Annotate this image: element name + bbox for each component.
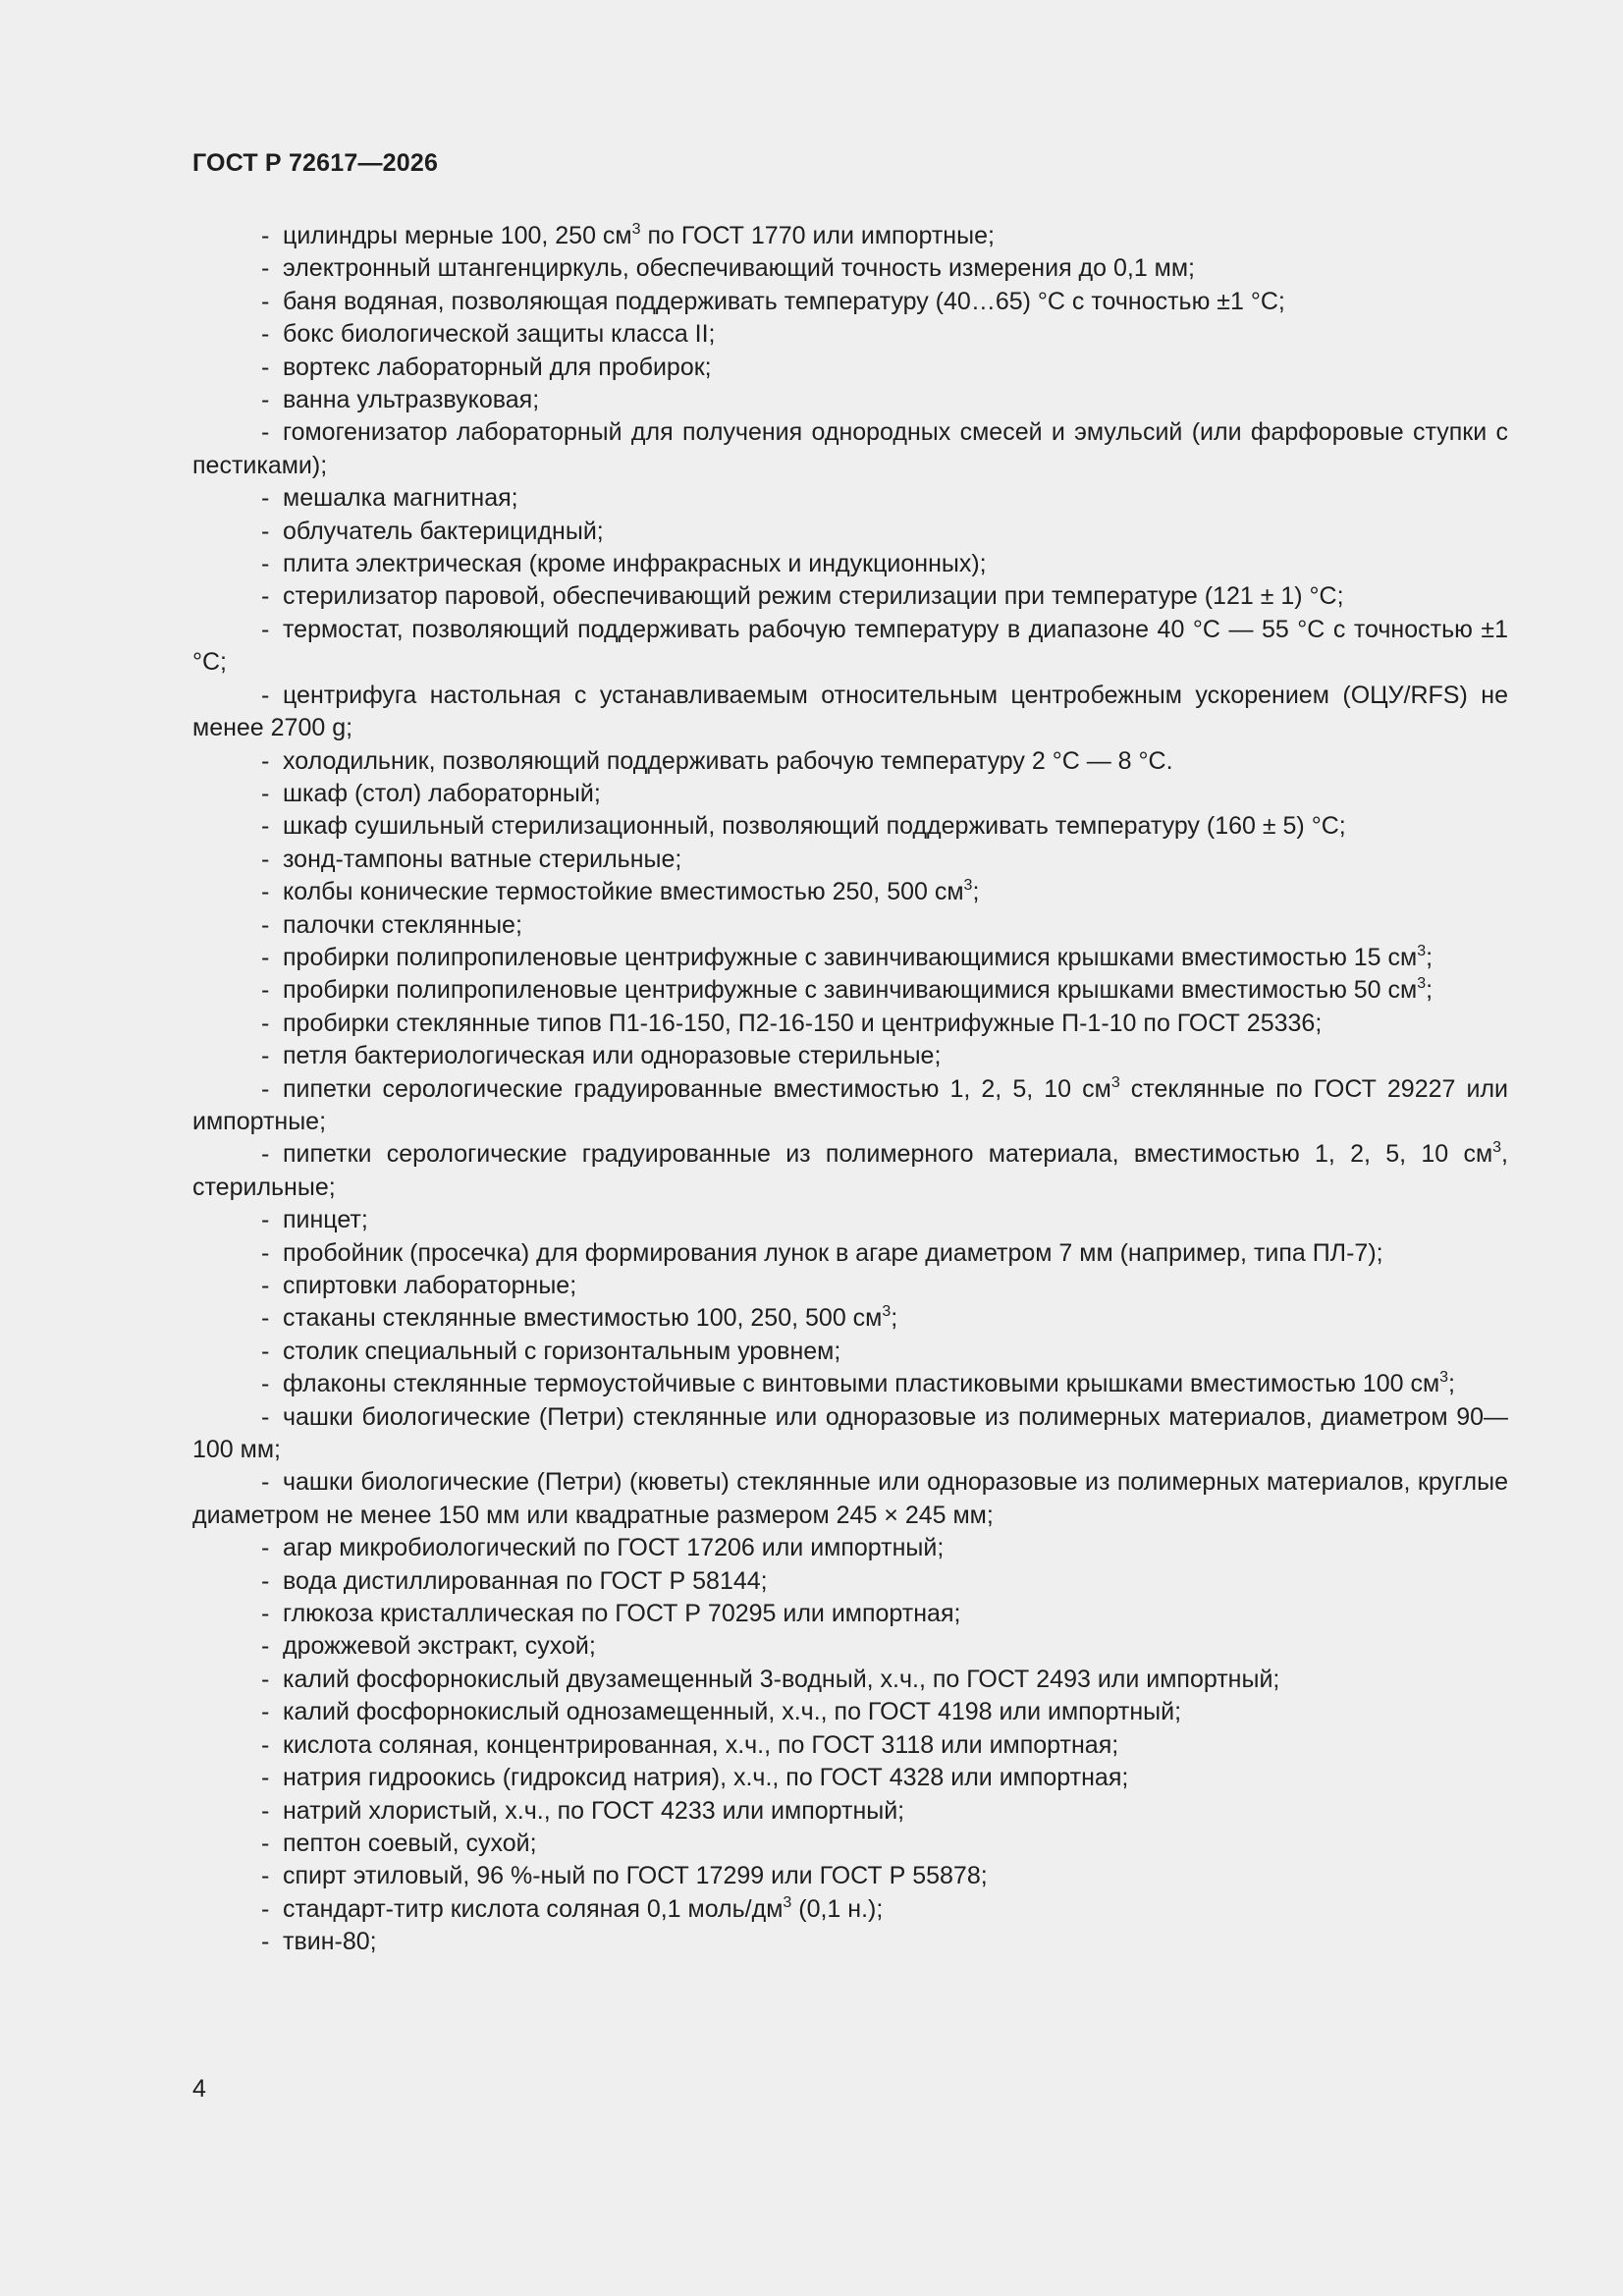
list-item-text: пробирки полипропиленовые центрифужные с завинчивающимися крышками вместимостью 15 см [283,943,1418,971]
list-item [192,220,1508,252]
list-item [192,974,1508,1007]
list-item-text: вода дистиллированная по ГОСТ Р 58144; [283,1566,768,1595]
list-item-text: чашки биологические (Петри) (кюветы) стеклянные или одноразовые из полимерных материалов, круглые диаметром не менее 150 мм или квадратные размером 245 × 245 мм; [192,1468,1508,1529]
list-item [192,844,1508,876]
list-item [192,1401,1508,1467]
list-item-text-after: ; [1426,976,1434,1005]
list-item-text: стаканы стеклянные вместимостью 100, 250, 500 см [283,1304,883,1333]
list-item [192,876,1508,908]
list-item-text: натрия гидроокись (гидроксид натрия), х.ч., по ГОСТ 4328 или импортная; [283,1764,1129,1792]
list-item [192,1073,1508,1139]
list-item-text: пробойник (просечка) для формирования лунок в агаре диаметром 7 мм (например, типа ПЛ-7); [283,1238,1383,1267]
list-item-text-after: (0,1 н.); [791,1894,884,1923]
list-item-text: калий фосфорнокислый двузамещенный 3-водный, х.ч., по ГОСТ 2493 или импортный; [283,1665,1280,1693]
list-item-text: вортекс лабораторный для пробирок; [283,353,712,381]
list-item-text: стандарт-титр кислота соляная 0,1 моль/дм [283,1894,784,1923]
list-dash: - [261,1698,270,1726]
list-item-text: столик специальный с горизонтальным уровнем; [283,1337,841,1365]
list-item-text: натрий хлористый, х.ч., по ГОСТ 4233 или импортный; [283,1796,905,1825]
list-dash: - [261,1042,270,1070]
list-item [192,1795,1508,1828]
list-dash: - [261,878,270,906]
list-item [192,1860,1508,1892]
list-item [192,942,1508,974]
list-item-text: спиртовки лабораторные; [283,1272,577,1299]
list-item [192,1926,1508,1958]
list-item [192,1664,1508,1696]
list-item-text: палочки стеклянные; [283,910,522,939]
list-dash: - [261,1632,270,1661]
list-dash: - [261,1402,270,1431]
list-item-text: колбы конические термостойкие вместимостью 250, 500 см [283,878,964,906]
list-item-text-after: ; [1426,943,1434,971]
list-dash: - [261,1764,270,1792]
list-item-text: пинцет; [283,1206,368,1234]
list-item [192,1138,1508,1204]
list-item [192,318,1508,351]
list-item-text: цилиндры мерные 100, 250 см [283,222,632,249]
list-dash: - [261,222,270,249]
list-item [192,1630,1508,1663]
document-header: ГОСТ Р 72617—2026 [192,149,439,177]
list-item-text-after: ; [972,878,980,906]
list-item-text-after: ; [891,1304,898,1333]
list-item [192,1466,1508,1532]
superscript: 3 [1110,1073,1120,1091]
list-item [192,1565,1508,1598]
list-item [192,352,1508,384]
list-item [192,1762,1508,1794]
list-item [192,745,1508,778]
list-item [192,1008,1508,1040]
list-dash: - [261,779,270,807]
list-item [192,1368,1508,1400]
superscript: 3 [1417,942,1427,959]
list-item-text-after: ; [1448,1370,1455,1398]
list-item [192,1270,1508,1302]
list-item [192,909,1508,942]
list-dash: - [261,1337,270,1365]
list-dash: - [261,812,270,841]
list-item [192,1237,1508,1270]
list-item [192,1532,1508,1564]
list-item [192,482,1508,515]
list-item-text: пробирки стеклянные типов П1-16-150, П2-16-150 и центрифужные П-1-10 по ГОСТ 25336; [283,1009,1323,1037]
superscript: 3 [963,877,973,895]
list-item [192,384,1508,416]
list-item [192,680,1508,745]
list-dash: - [261,582,270,611]
list-item-text: мешалка магнитная; [283,484,518,513]
list-item [192,1598,1508,1630]
list-item-text: шкаф (стол) лабораторный; [283,779,601,807]
list-item [192,516,1508,548]
list-item-text: пептон соевый, сухой; [283,1829,537,1857]
list-dash: - [261,550,270,578]
list-item [192,416,1508,482]
superscript: 3 [1492,1139,1502,1157]
list-dash: - [261,1796,270,1825]
list-item-text: плита электрическая (кроме инфракрасных и индукционных); [283,550,987,578]
list-item-text-after: стеклянные по ГОСТ 29227 или импортные; [192,1074,1509,1135]
list-item [192,580,1508,613]
list-item-text: гомогенизатор лабораторный для получения однородных смесей и эмульсий (или фарфоровые ступки с пестиками); [192,418,1508,479]
list-item-text: центрифуга настольная с устанавливаемым относительным центробежным ускорением (ОЦУ/RFS) не менее 2700 g; [192,681,1508,742]
list-dash: - [261,1730,270,1759]
list-dash: - [261,1206,270,1234]
list-item-text: агар микробиологический по ГОСТ 17206 или импортный; [283,1534,945,1562]
list-item [192,1729,1508,1762]
list-dash: - [261,1468,270,1497]
list-item-text: холодильник, позволяющий поддерживать рабочую температуру 2 °С — 8 °С. [283,746,1173,775]
list-item-text: твин-80; [283,1928,377,1956]
superscript: 3 [783,1893,792,1911]
list-dash: - [261,1600,270,1628]
list-dash: - [261,1272,270,1299]
list-item-text: облучатель бактерицидный; [283,517,604,545]
superscript: 3 [882,1303,892,1321]
list-item [192,1040,1508,1072]
page-number: 4 [192,2075,206,2103]
list-dash: - [261,484,270,513]
list-dash: - [261,1238,270,1267]
list-item-text: чашки биологические (Петри) стеклянные или одноразовые из полимерных материалов, диаметром 90—100 мм; [192,1402,1508,1464]
list-item-text-after: по ГОСТ 1770 или импортные; [640,222,995,249]
list-dash: - [261,1009,270,1037]
list-item [192,810,1508,843]
list-item [192,286,1508,318]
list-item-text: ванна ультразвуковая; [283,386,540,414]
list-dash: - [261,1140,270,1169]
list-item [192,548,1508,580]
list-dash: - [261,287,270,315]
list-item-text: глюкоза кристаллическая по ГОСТ Р 70295 или импортная; [283,1600,961,1628]
list-item-text: петля бактериологическая или одноразовые стерильные; [283,1042,942,1070]
list-item-text: спирт этиловый, 96 %-ный по ГОСТ 17299 или ГОСТ Р 55878; [283,1862,988,1890]
list-item-text: пипетки серологические градуированные из полимерного материала, вместимостью 1, 2, 5, 10 см [283,1140,1493,1169]
list-item [192,1204,1508,1236]
list-dash: - [261,1894,270,1923]
list-dash: - [261,320,270,349]
list-dash: - [261,1370,270,1398]
list-item-text: флаконы стеклянные термоустойчивые с винтовыми пластиковыми крышками вместимостью 100 см [283,1370,1440,1398]
list-item-text: зонд-тампоны ватные стерильные; [283,845,682,873]
list-dash: - [261,845,270,873]
list-item [192,1696,1508,1728]
list-dash: - [261,353,270,381]
list-dash: - [261,746,270,775]
superscript: 3 [1439,1369,1449,1387]
list-item [192,1302,1508,1335]
list-item [192,614,1508,680]
list-dash: - [261,386,270,414]
list-dash: - [261,1074,270,1103]
list-dash: - [261,943,270,971]
list-dash: - [261,1566,270,1595]
list-dash: - [261,517,270,545]
list-item-text: бокс биологической защиты класса II; [283,320,716,349]
list-item-text: шкаф сушильный стерилизационный, позволяющий поддерживать температуру (160 ± 5) °С; [283,812,1346,841]
list-item-text: термостат, позволяющий поддерживать рабочую температуру в диапазоне 40 °С — 55 °С с точностью ±1 °С; [192,615,1508,677]
list-item-text: калий фосфорнокислый однозамещенный, х.ч., по ГОСТ 4198 или импортный; [283,1698,1182,1726]
superscript: 3 [631,221,641,238]
list-item-text: дрожжевой экстракт, сухой; [283,1632,596,1661]
equipment-list [192,220,1508,1959]
list-dash: - [261,418,270,447]
list-item [192,1336,1508,1368]
list-dash: - [261,1304,270,1333]
superscript: 3 [1417,975,1427,993]
list-dash: - [261,1665,270,1693]
list-item-text: кислота соляная, концентрированная, х.ч., по ГОСТ 3118 или импортная; [283,1730,1119,1759]
list-dash: - [261,1829,270,1857]
list-item-text: баня водяная, позволяющая поддерживать температуру (40…65) °С с точностью ±1 °С; [283,287,1285,315]
list-dash: - [261,1862,270,1890]
list-item [192,1828,1508,1860]
list-item-text-after: , стерильные; [192,1140,1508,1201]
list-dash: - [261,615,270,643]
list-dash: - [261,1534,270,1562]
list-dash: - [261,681,270,709]
list-item [192,1893,1508,1926]
list-item-text: электронный штангенциркуль, обеспечивающий точность измерения до 0,1 мм; [283,254,1196,283]
list-item-text: пробирки полипропиленовые центрифужные с завинчивающимися крышками вместимостью 50 см [283,976,1418,1005]
list-item [192,252,1508,285]
list-item-text: пипетки серологические градуированные вместимостью 1, 2, 5, 10 см [283,1074,1111,1103]
list-dash: - [261,254,270,283]
list-item-text: стерилизатор паровой, обеспечивающий режим стерилизации при температуре (121 ± 1) °С; [283,582,1344,611]
list-dash: - [261,910,270,939]
list-dash: - [261,1928,270,1956]
list-item [192,778,1508,810]
list-dash: - [261,976,270,1005]
